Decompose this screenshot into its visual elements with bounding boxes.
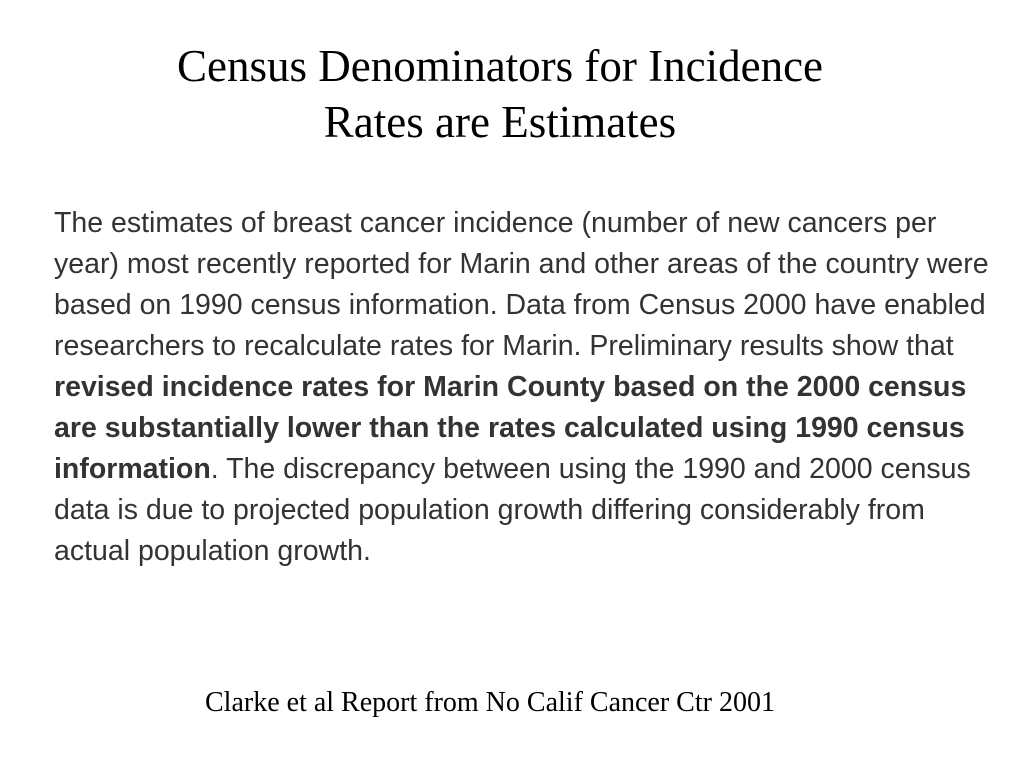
body-outro-text: . The discrepancy between using the 1990 and 2000 census data is due to projected population growth differing considerably from actual population growth. — [54, 453, 971, 567]
citation: Clarke et al Report from No Calif Cancer Ctr 2001 — [205, 687, 775, 718]
body-intro-text: The estimates of breast cancer incidence (number of new cancers per year) most recently reported for Marin and other areas of the country were based on 1990 census information. Data from Census 2000 have enabled researchers to recalculate rates for Marin. Preliminary results show that — [54, 207, 989, 362]
slide-title-line-1: Census Denominators for Incidence — [176, 41, 824, 91]
slide-title — [60, 38, 940, 150]
slide-title-line-2: Rates are Estimates — [323, 97, 677, 147]
body-emphasis-text: revised incidence rates for Marin County based on the 2000 census are substantially lower than the rates calculated using 1990 census information — [54, 371, 967, 485]
body-paragraph — [54, 203, 994, 572]
